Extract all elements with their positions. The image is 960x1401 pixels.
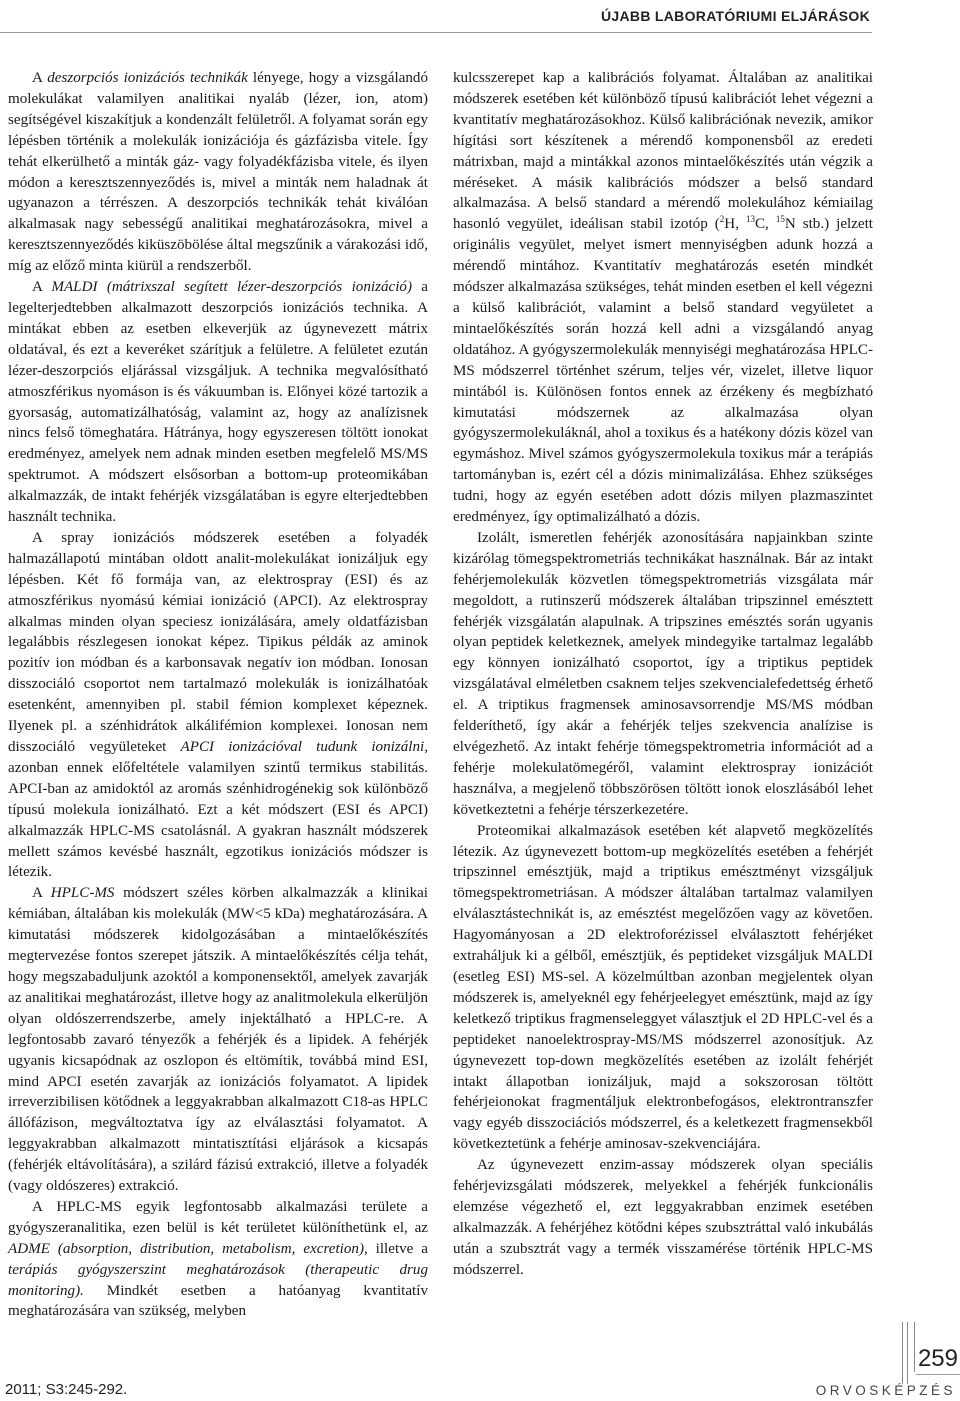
text-run: H, xyxy=(724,216,746,233)
text-run: Mindkét esetben a hatóanyag kvantitatív meghatározására van szükség, melyben xyxy=(8,1282,428,1320)
text-run: Proteomikai alkalmazások esetében két alapvető megközelítés létezik. Az úgynevezett bottom-up megközelítés esetében a fehérjét tripszinnel emésztjük, majd a triptikus emésztményt vizsgáljuk tömegspektrometriásan. A módszer általában tartalmaz valamilyen elválasztástechnikát is, az emésztést megelőzően vagy az követően. Hagyományosan a 2D elektroforézissel elválasztott fehérjéket extraháljuk ki a gélből, emésztjük, és peptideket vizsgáljuk MALDI (esetleg ESI) MS-sel. A közelmúltban azonban megjelentek olyan módszerek is, amelyeknél egy fehérjeelegyet emésztünk, majd az így keletkező triptikus fragmenseleggyet választjuk el 2D HPLC-vel és a peptideket nanoelektrospray-MS/MS módszerrel azonosítjuk. Az úgynevezett top-down megközelítés esetében az izolált fehérjét intakt állapotban ionizáljuk, majd a sokszorosan töltött fehérjeionokat fragmentáljuk elektronbefogásos, elektrontranszfer vagy egyéb disszociációs módszerrel, és a keletkezett fragmensekből következtetünk a fehérje aminosav-szekvenciájára. xyxy=(453,822,873,1153)
footer-citation: 2011; S3:245-292. xyxy=(5,1381,128,1398)
paragraph xyxy=(8,277,428,528)
text-run: lényege, hogy a vizsgálandó molekulákat valamilyen analitikai nyaláb (lézer, ion, atom) segítségével kiszakítjuk a kondenzált felületről. A folyamat során egy lépésben történik a molekulák ionizációja és gázfázisba vitele. Így tehát elkerülhető a minták gáz- vagy folyadékfázisba vitele, és ilyen módon a keresztszennyeződés is, mivel a minták nem haladnak át ugyanazon a térrészen. A deszorpciós technikák tehát kiválóan alkalmasak nagy sebességű analitikai meghatározásokra, mivel a keresztszennyeződés kiküszöbölése által megszűnik a várakozási idő, míg az előző minta kiürül a rendszerből. xyxy=(8,70,428,275)
text-run: , illetve a xyxy=(363,1240,428,1257)
page-number-rule xyxy=(916,1374,960,1375)
superscript: 15 xyxy=(775,214,785,225)
text-run: , azonban ennek előfeltétele valamilyen szintű termikus stabilitás. APCI-ban az amidoktól az aromás szénhidrogénekig sok különböző típusú molekula ionizálható. Ezt a két módszert (ESI és APCI) alkalmazzák HPLC-MS csatolásnál. A gyakran használt módszerek mellett számos kevésbé használt, egzotikus ionizációs módszer is létezik. xyxy=(8,739,428,881)
footer-journal: ORVOSKÉPZÉS xyxy=(815,1383,956,1398)
text-run: N stb.) jelzett originális vegyület, melyet ismert mennyiségben adunk hozzá a mérendő mintához. Kvantitatív meghatározás esetén mindkét módszer alkalmazása szükséges, tehát minden esetben el kell végezni a külső kalibrációt, valamint a belső standard vegyületet a mintaelőkészítés során hozzá kell adni a vizsgálandó anyag oldatához. A gyógyszermolekulák mennyiségi meghatározása HPLC-MS módszerrel történhet szérum, teljes vér, vizelet, illetve liquor mintából is. Különösen fontos ennek az érzékeny és megbízható kimutatási módszernek az alkalmazása olyan gyógyszermolekuláknál, ahol a toxikus és a hatékony dózis közel van egymáshoz. Mivel számos gyógyszermolekula toxikus már a terápiás tartományban is, ezért cél a dózis minimalizálása. Ehhez szükséges tudni, hogy az egyén esetében adott dózis milyen plazmaszintet eredményez, így optimalizálható a dózis. xyxy=(453,216,873,526)
header-rule xyxy=(0,32,872,33)
right-column xyxy=(453,68,873,1281)
italic-text: deszorpciós ionizációs technikák xyxy=(47,70,248,86)
italic-text: HPLC-MS xyxy=(50,885,115,902)
superscript: 13 xyxy=(745,214,755,225)
text-run: A HPLC-MS egyik legfontosabb alkalmazási területe a gyógyszeranalitika, ezen belül is két területet különíthetünk el, az xyxy=(8,1198,428,1236)
corner-decoration-line xyxy=(914,1322,915,1372)
paragraph xyxy=(453,1155,873,1280)
left-column xyxy=(8,68,428,1322)
paragraph xyxy=(453,528,873,821)
superscript: 2 xyxy=(719,214,725,225)
text-run: A xyxy=(32,279,52,296)
paragraph xyxy=(453,68,873,528)
paragraph xyxy=(453,821,873,1156)
page-number: 259 xyxy=(917,1345,958,1372)
paragraph xyxy=(8,528,428,883)
text-run: A spray ionizációs módszerek esetében a folyadék halmazállapotú mintában oldott analit-molekulákat ionizáljuk egy lépésben. Két fő formája van, az elektrospray (ESI) és az atmoszférikus nyomású kémiai ionizáció (APCI). Az elektrospray alkalmas minden olyan speciesz ionizálására, amely oldatfázisban legalábbis részlegesen ionokat képez. Tipikus példák az aminok pozitív ion módban és a karbonsavak negatív ion módban. Ionosan disszociáló csoportot nem tartalmazó molekulák is ionizálhatóak esetenként, amennyiben pl. stabil fémion komplexet képeznek. Ilyenek pl. a szénhidrátok alkálifémion komplexei. Ionosan nem disszociáló vegyületeket xyxy=(8,529,428,755)
text-run: A xyxy=(32,885,51,902)
paragraph xyxy=(8,68,428,277)
text-run: Az úgynevezett enzim-assay módszerek olyan speciális fehérjevizsgálati módszerek, melyekkel a fehérjék funkcionális elemzése végezhető el, ezt leggyakrabban enzimek esetében alkalmazzák. A fehérjéhez kötődni képes szubsztráttal való inkubálás után a szubsztrát vagy a termék visszamérése történik HPLC-MS módszerrel. xyxy=(453,1157,873,1278)
italic-text: MALDI (mátrixszal segített lézer-deszorpciós ionizáció) xyxy=(51,279,412,296)
text-run: Izolált, ismeretlen fehérjék azonosítására napjainkban szinte kizárólag tömegspektrometriás technikákat használnak. Bár az intakt fehérjemolekulák közvetlen tömegspektrometriás vizsgálata már megoldott, a rutinszerű módszerek általában tripszinnel emésztett fehérjék vizsgálatán alapulnak. A tripszines emésztés során ugyanis olyan peptidek keletkeznek, amelyek mindegyike tartalmaz legalább egy könnyen ionizálható csoportot, így a triptikus peptidek vizsgálatával elméletben csaknem teljes szekvencialefedettség érhető el. A triptikus fragmensek aminosavsorrendje MS/MS módban felderíthető, így akár a fehérjék teljes szekvencia analízise is elvégezhető. Az intakt fehérje tömegspektrometria információt ad a fehérje molekulatömegéről, valamint elektrospray ionizációt használva, a megjelenő többszörösen töltött ionok eloszlásából lehet következtetni a fehérje térszerkezetére. xyxy=(453,529,873,818)
text-run: A xyxy=(32,70,48,86)
italic-text: terápiás gyógyszerszint meghatározások (therapeutic drug monitoring). xyxy=(8,1261,428,1299)
paragraph xyxy=(8,1197,428,1322)
text-run: a legelterjedtebben alkalmazott deszorpciós ionizációs technika. A mintákat ebben az esetben elkeverjük az úgynevezett mátrix oldatával, és ezt a keveréket szárítjuk a felületre. A felületet ezután lézer-deszorpciós eljárással vizsgáljuk. A technika megvalósítható atmoszférikus nyomáson is és vákuumban is. Előnyei közé tartozik a gyorsaság, automatizálhatóság, valamint az, hogy az analízisnek nincs felső tömeghatára. Hátránya, hogy egyszeresen töltött ionokat eredményez, amelyek nem adnak minden esetben megfelelő MS/MS spektrumot. A módszert elsősorban a bottom-up proteomikában alkalmazzák, de intakt fehérjék vizsgálatában is egyre elterjedtebben használt technika. xyxy=(8,279,428,526)
text-run: módszert széles körben alkalmazzák a klinikai kémiában, általában kis molekulák (MW<5 kDa) meghatározására. A kimutatási módszerek kidolgozásában a mintaelőkészítés megtervezése fontos szerepet játszik. A mintaelőkészítés célja tehát, hogy megszabaduljunk azoktól a komponensektől, amelyek zavarják az analitikai meghatározást, illetve hogy az analitmolekula elkerüljön olyan oldószerrendszerbe, amely injektálható a HPLC-re. A legfontosabb zavaró tényezők a fehérjék és a lipidek. A fehérjék ugyanis kicsapódnak az oszlopon és eltömítik, továbbá mind ESI, mind APCI esetén zavarják az ionizációs folyamatot. A lipidek irreverzibilisen kötődnek a leggyakrabban alkalmazott C18-as HPLC állófázison, megváltoztatva így az elválasztási folyamatot. A leggyakrabban alkalmazott mintatisztítási eljárások a kicsapás (fehérjék eltávolítására), a szilárd fázisú extrakció, illetve a folyadék (vagy oldószeres) extrakció. xyxy=(8,885,429,1195)
paragraph xyxy=(8,883,428,1197)
italic-text: APCI ionizációval tudunk ionizálni xyxy=(180,739,425,755)
corner-decoration xyxy=(902,1322,908,1384)
text-run: kulcsszerepet kap a kalibrációs folyamat. Általában az analitikai módszerek esetében két különböző típusú kalibrációt lehet végezni a kvantitatív meghatározásokhoz. Külső kalibrációnak nevezik, amikor hígítási sort készítenek a mérendő komponensből az eredeti mátrixban, majd a mintákkal azonos mintaelőkészítés után végzik a méréseket. A másik kalibrációs módszer a belső standard alkalmazása. A belső standard a mérendő molekulához kémiailag hasonló vegyület, ideálisan stabil izotóp ( xyxy=(453,70,873,233)
italic-text: ADME (absorption, distribution, metabolism, excretion) xyxy=(8,1240,364,1257)
header-section-title: ÚJABB LABORATÓRIUMI ELJÁRÁSOK xyxy=(601,8,870,24)
text-run: C, xyxy=(754,216,776,233)
